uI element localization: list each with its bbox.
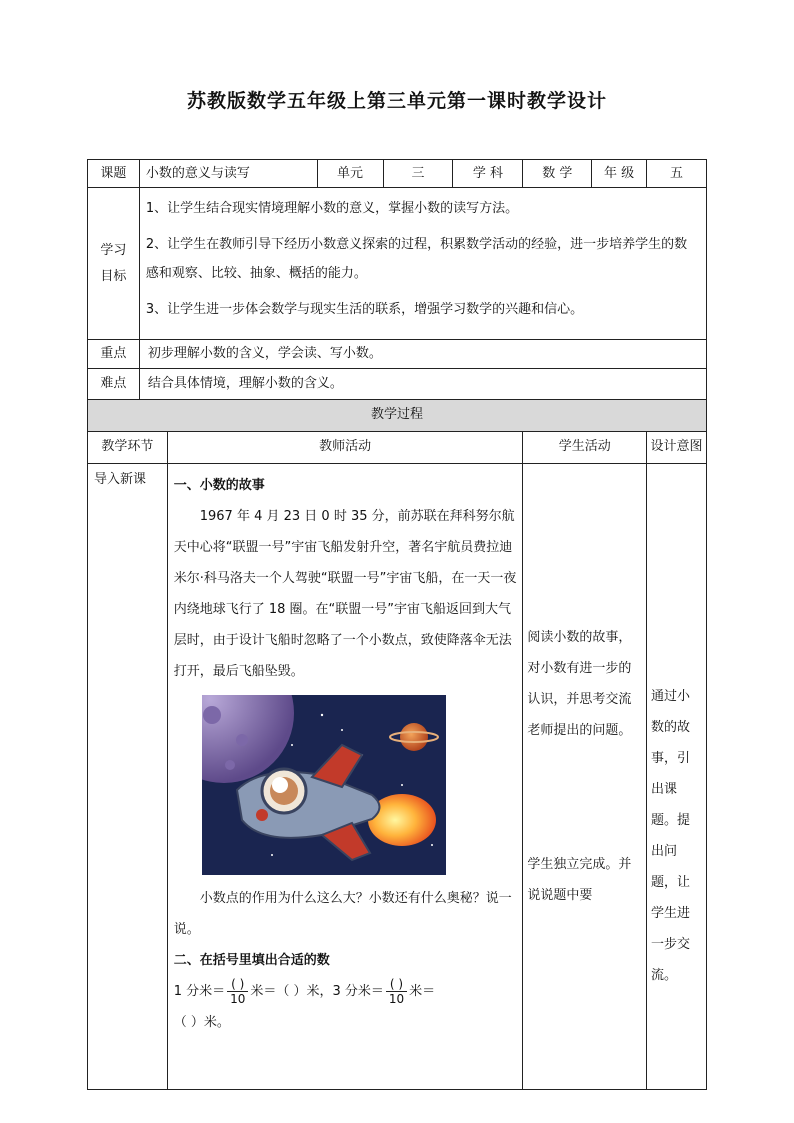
grade-value: 五 xyxy=(647,160,707,188)
header-teacher: 教师活动 xyxy=(167,431,523,463)
lesson-plan-table xyxy=(87,159,707,1090)
topic-value: 小数的意义与读写 xyxy=(139,160,317,188)
unit-label: 单元 xyxy=(317,160,383,188)
story-text: 1967 年 4 月 23 日 0 时 35 分，前苏联在拜科努尔航天中心将“联盟一号”宇宙飞船发射升空，著名宇航员费拉迪米尔·科马洛夫一个人驾驶“联盟一号”宇宙飞船，在一天一夜内绕地球飞行了 18 圈。在“联盟一号”宇宙飞船返回到大气层时，由于设计飞船时忽略了一个小数点，致使降落伞无法打开，最后飞船坠毁。 xyxy=(173,508,517,679)
fill-in-equation: 1 分米＝ $\frac{( )}{10}$ 米＝（ ）米，3 分米＝ $\frac{( )}{10}$ 米＝ xyxy=(173,976,436,1006)
student-activity-1: 阅读小数的故事，对小数有进一步的认识，并思考交流老师提出的问题。 xyxy=(527,629,632,738)
topic-label: 课题 xyxy=(88,160,140,188)
fill-in-equation-cont: （ ）米。 xyxy=(173,1014,230,1030)
focus-value: 初步理解小数的含义，学会读、写小数。 xyxy=(139,340,706,369)
student-cell xyxy=(523,463,647,1089)
goal-item: 1、让学生结合现实情境理解小数的意义，掌握小数的读写方法。 xyxy=(145,201,519,216)
unit-value: 三 xyxy=(383,160,453,188)
goal-item: 3、让学生进一步体会数学与现实生活的联系，增强学习数学的兴趣和信心。 xyxy=(145,302,584,317)
goals-label: 学习 目标 xyxy=(88,188,140,340)
focus-label: 重点 xyxy=(88,340,140,369)
goals-list xyxy=(139,188,706,340)
process-title: 教学过程 xyxy=(88,399,707,431)
subject-value: 数 学 xyxy=(523,160,592,188)
fraction-2: $\frac{( )}{10}$ xyxy=(386,977,407,1006)
difficulty-label: 难点 xyxy=(88,368,140,399)
header-student: 学生活动 xyxy=(523,431,647,463)
rocket-illustration xyxy=(202,695,446,875)
intent-cell xyxy=(647,463,707,1089)
student-activity-2: 学生独立完成。并说说题中要 xyxy=(527,856,632,903)
intent-text: 通过小数的故事，引出课题。提出问题，让学生进一步交流。 xyxy=(651,688,691,983)
header-intent: 设计意图 xyxy=(647,431,707,463)
section-heading-1: 一、小数的故事 xyxy=(173,477,265,493)
fraction-1: $\frac{( )}{10}$ xyxy=(227,977,248,1006)
page-title: 苏教版数学五年级上第三单元第一课时教学设计 xyxy=(186,90,607,112)
stage-cell: 导入新课 xyxy=(88,463,168,1089)
goal-item: 2、让学生在教师引导下经历小数意义探索的过程，积累数学活动的经验，进一步培养学生的数感和观察、比较、抽象、概括的能力。 xyxy=(145,237,688,281)
header-stage: 教学环节 xyxy=(88,431,168,463)
difficulty-value: 结合具体情境，理解小数的含义。 xyxy=(139,368,706,399)
teacher-cell xyxy=(167,463,523,1089)
subject-label: 学 科 xyxy=(453,160,523,188)
grade-label: 年 级 xyxy=(592,160,647,188)
question-text: 小数点的作用为什么这么大？小数还有什么奥秘？说一说。 xyxy=(173,890,512,937)
section-heading-2: 二、在括号里填出合适的数 xyxy=(173,952,330,968)
